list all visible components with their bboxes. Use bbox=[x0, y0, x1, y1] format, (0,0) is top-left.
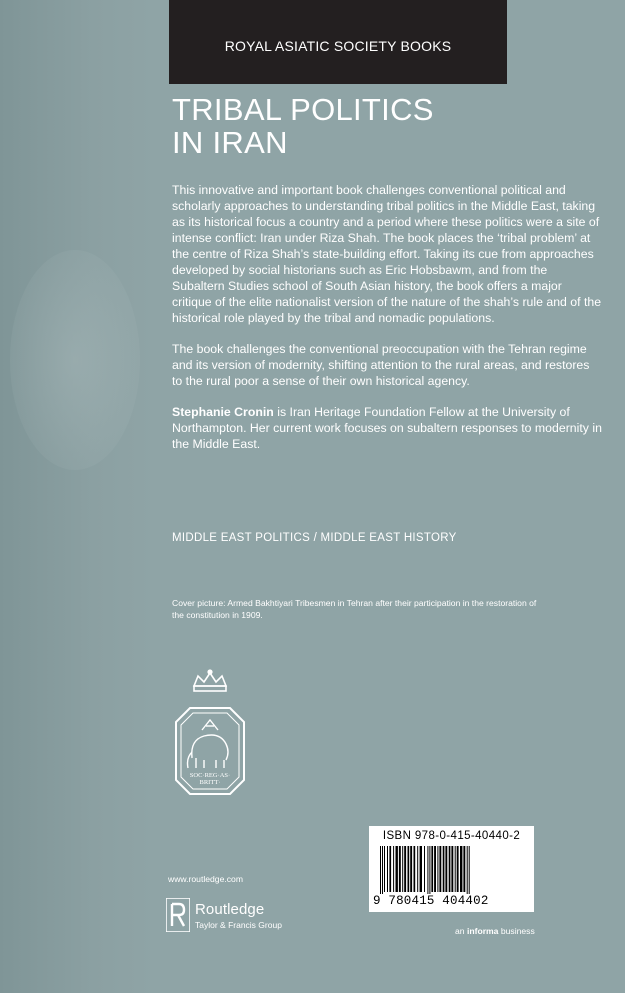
barcode-bar bbox=[410, 846, 412, 892]
barcode-bar bbox=[387, 846, 388, 892]
barcode-digits: 9 780415 404402 bbox=[371, 894, 532, 908]
informa-tagline bbox=[455, 926, 535, 936]
publisher-logo bbox=[166, 895, 306, 935]
barcode-bar bbox=[437, 846, 438, 892]
cover-picture-credit: Cover picture: Armed Bakhtiyari Tribesmen in Tehran after their participation in the restoration of the constitution in 1909. bbox=[172, 598, 537, 620]
barcode-bar bbox=[408, 846, 410, 892]
barcode-bar bbox=[384, 846, 385, 892]
barcode-bar bbox=[443, 846, 445, 892]
isbn-barcode bbox=[369, 826, 534, 912]
blurb bbox=[172, 182, 602, 467]
barcode-bar bbox=[434, 846, 436, 892]
barcode-bar bbox=[382, 846, 383, 898]
author-bio bbox=[172, 404, 602, 452]
barcode-bar bbox=[449, 846, 451, 892]
barcode-bar bbox=[455, 846, 456, 892]
barcode-bar bbox=[445, 846, 447, 892]
barcode-bar bbox=[431, 846, 433, 892]
description-paragraph-1: This innovative and important book challenges conventional political and scholarly approaches to understanding tribal politics in the Middle East, taking as its historical focus a country and a period where these politics were a site of intense conflict: Iran under Riza Shah. The book places the ‘tribal problem’ at the centre of Riza Shah’s state-building effort. Taking its cue from approaches developed by social historians such as Eric Hobsbawm, and from the Subaltern Studies school of South Asian history, the book offers a major critique of the elite nationalist version of the nature of the shah’s rule and of the historical role played by the tribal and nomadic populations. bbox=[172, 183, 602, 325]
barcode-bar bbox=[396, 846, 398, 892]
barcode-bar bbox=[389, 846, 391, 892]
series-label: ROYAL ASIATIC SOCIETY BOOKS bbox=[224, 38, 452, 54]
barcode-bar bbox=[420, 846, 422, 892]
barcode-bar bbox=[463, 846, 465, 892]
title-line-1: TRIBAL POLITICS bbox=[172, 92, 434, 127]
description-paragraph-2: The book challenges the conventional preoccupation with the Tehran regime and its version of modernity, shifting attention to the rural areas, and restores to the rural poor a sense of their own historical agency. bbox=[172, 342, 590, 388]
svg-text:BRITT·: BRITT· bbox=[199, 779, 221, 786]
title-line-2: IN IRAN bbox=[172, 125, 288, 160]
isbn-label: ISBN 978-0-415-40440-2 bbox=[382, 830, 521, 842]
tagline-brand: informa bbox=[466, 926, 499, 936]
publisher-name: Routledge bbox=[195, 901, 265, 918]
publisher-group: Taylor & Francis Group bbox=[195, 920, 282, 930]
barcode-bar bbox=[380, 846, 381, 898]
cover-photo-strip bbox=[0, 0, 155, 993]
book-title bbox=[172, 93, 434, 159]
barcode-bar bbox=[451, 846, 453, 892]
author-name: Stephanie Cronin bbox=[172, 405, 274, 419]
barcode-bar bbox=[402, 846, 403, 892]
author-bio-text: is Iran Heritage Foundation Fellow at the University of Northampton. Her current work focuses on subaltern responses to modernity in the Middle East. bbox=[172, 405, 602, 451]
barcode-bar bbox=[399, 846, 401, 892]
barcode-bar bbox=[457, 846, 459, 892]
barcode-bar bbox=[460, 846, 462, 892]
royal-asiatic-society-seal-icon bbox=[168, 668, 252, 798]
barcode-bar bbox=[469, 846, 470, 898]
barcode-bar bbox=[417, 846, 418, 892]
barcode-bar bbox=[404, 846, 406, 892]
svg-text:SOC·REG·AS·: SOC·REG·AS· bbox=[189, 772, 231, 779]
barcode-bar bbox=[393, 846, 394, 892]
subject-category: MIDDLE EAST POLITICS / MIDDLE EAST HISTORY bbox=[172, 532, 457, 544]
publisher-website[interactable]: www.routledge.com bbox=[168, 874, 243, 884]
barcode-bar bbox=[414, 846, 416, 892]
barcode-bar bbox=[429, 846, 430, 898]
barcode-bar bbox=[427, 846, 428, 898]
barcode-bar bbox=[424, 846, 425, 892]
barcode-bars bbox=[378, 846, 528, 898]
routledge-logo-icon bbox=[166, 898, 190, 932]
tagline-prefix: an bbox=[455, 926, 467, 936]
barcode-bar bbox=[467, 846, 468, 898]
tagline-suffix: business bbox=[498, 926, 535, 936]
barcode-bar bbox=[439, 846, 441, 892]
series-banner bbox=[169, 0, 507, 84]
